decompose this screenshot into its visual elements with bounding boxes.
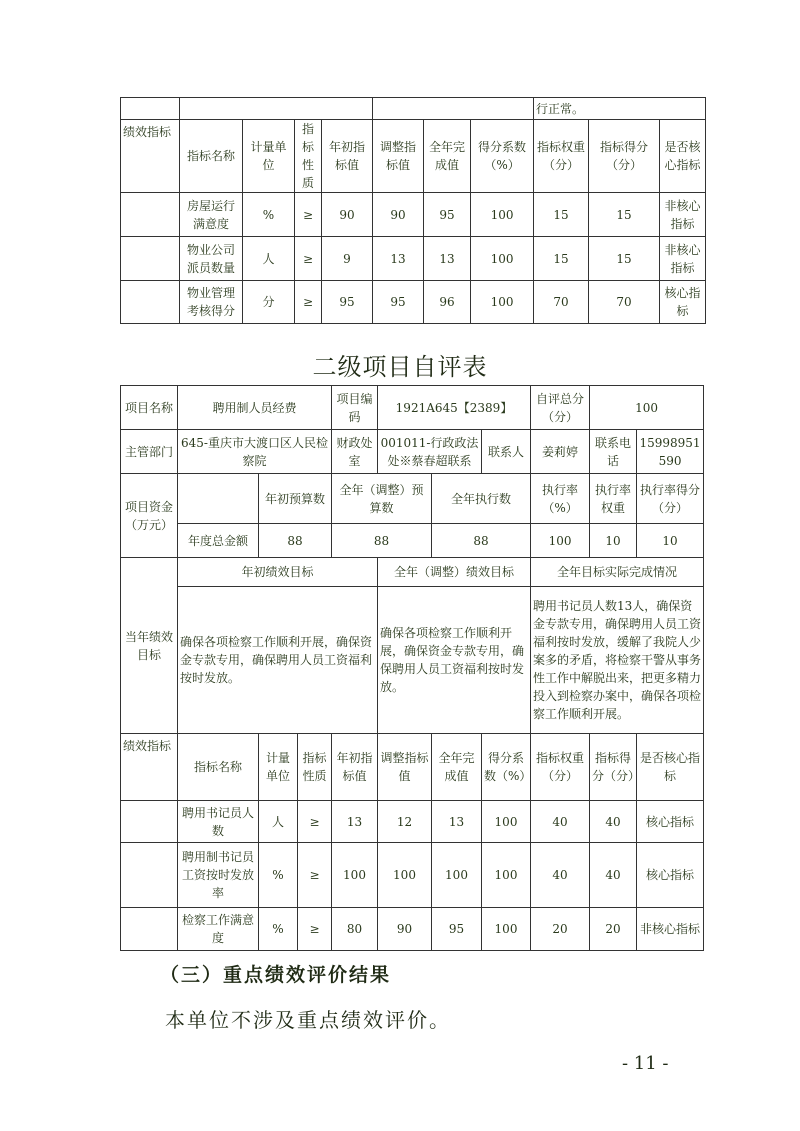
table-header-row [121, 734, 704, 801]
table-cell: 100 [482, 908, 531, 951]
project-row [121, 386, 704, 430]
table-cell: 90 [373, 193, 424, 237]
page-number: - 11 - [622, 1053, 669, 1074]
finance-office-label: 财政处室 [332, 430, 378, 474]
table-cell: 40 [590, 801, 637, 843]
table-cell: 95 [322, 281, 373, 324]
contact-label: 联系人 [482, 430, 531, 474]
column-header: 指标权重（分） [531, 734, 590, 801]
table-row [121, 801, 704, 843]
self-evaluation-table [120, 385, 704, 951]
table-cell: 40 [531, 843, 590, 908]
table-cell: 100 [432, 843, 482, 908]
dept-label: 主管部门 [121, 430, 178, 474]
table-cell: 13 [373, 237, 424, 281]
table-row [121, 908, 704, 951]
table-cell: 15 [534, 237, 589, 281]
table-cell: 物业管理考核得分 [180, 281, 243, 324]
table-cell: 95 [373, 281, 424, 324]
phone-label: 联系电话 [590, 430, 637, 474]
table-row [121, 193, 706, 237]
table-cell: 40 [590, 843, 637, 908]
table-cell: 15 [589, 193, 660, 237]
table-cell: 100 [531, 524, 590, 558]
table-cell: 90 [378, 908, 432, 951]
column-header: 全年完成值 [424, 120, 471, 193]
funds-row-label: 年度总金额 [178, 524, 259, 558]
section-heading: （三）重点绩效评价结果 [160, 964, 392, 986]
column-header: 指标得分（分） [590, 734, 637, 801]
table-cell: 100 [482, 843, 531, 908]
continued-row [121, 98, 706, 120]
table-cell [373, 98, 534, 120]
project-name-label: 项目名称 [121, 386, 178, 430]
table-cell: ≥ [295, 193, 322, 237]
table-cell: 非核心指标 [660, 193, 706, 237]
table-row [121, 237, 706, 281]
total-score-label: 自评总分（分） [531, 386, 590, 430]
table-cell: 100 [378, 843, 432, 908]
section-label: 绩效指标 [121, 120, 180, 193]
goal-text: 聘用书记员人数13人，确保资金专款专用，确保聘用人员工资福利按时发放，缓解了我院人少案多的矛盾，将检察干警从事务性工作中解脱出来，把更多精力投入到检察办案中，确保各项检察工作顺利开展。 [531, 587, 704, 734]
table-cell: 9 [322, 237, 373, 281]
funds-label: 项目资金（万元） [121, 474, 178, 558]
dept: 645-重庆市大渡口区人民检察院 [178, 430, 332, 474]
table-cell: 分 [243, 281, 295, 324]
table-cell: ≥ [298, 843, 332, 908]
finance-office: 001011-行政政法处※蔡春超联系 [378, 430, 482, 474]
table-cell: 70 [534, 281, 589, 324]
table-cell [121, 98, 180, 120]
table-cell: 88 [259, 524, 332, 558]
table-cell: ≥ [298, 908, 332, 951]
table-cell: 20 [531, 908, 590, 951]
continued-text: 行正常。 [534, 98, 706, 120]
page-title: 二级项目自评表 [312, 353, 488, 381]
project-name: 聘用制人员经费 [178, 386, 332, 430]
column-header: 是否核心指标 [660, 120, 706, 193]
table-cell: 96 [424, 281, 471, 324]
column-header: 是否核心指标 [637, 734, 704, 801]
table-cell: 非核心指标 [637, 908, 704, 951]
column-header: 全年执行数 [432, 474, 531, 524]
column-header: 指标得分（分） [589, 120, 660, 193]
column-header: 调整指标值 [373, 120, 424, 193]
column-header: 年初绩效目标 [178, 558, 378, 587]
column-header: 指标性质 [295, 120, 322, 193]
table-cell: 核心指标 [637, 843, 704, 908]
phone: 15998951590 [637, 430, 704, 474]
funds-header-row [121, 474, 704, 524]
table-cell: 10 [637, 524, 704, 558]
contact: 姜莉婷 [531, 430, 590, 474]
column-header: 年初预算数 [259, 474, 332, 524]
table-cell: 95 [424, 193, 471, 237]
table-cell: 40 [531, 801, 590, 843]
column-header: 全年目标实际完成情况 [531, 558, 704, 587]
table-cell: 聘用书记员人数 [178, 801, 259, 843]
table-row [121, 281, 706, 324]
column-header: 指标名称 [178, 734, 259, 801]
table-cell: % [259, 908, 298, 951]
table-cell: 20 [590, 908, 637, 951]
goals-row [121, 587, 704, 734]
table-cell: 80 [332, 908, 378, 951]
project-code-label: 项目编码 [332, 386, 378, 430]
column-header: 执行率权重 [590, 474, 637, 524]
column-header: 执行率（%） [531, 474, 590, 524]
table-cell: ≥ [295, 237, 322, 281]
table-cell: 100 [471, 281, 534, 324]
table-cell: 95 [432, 908, 482, 951]
funds-row [121, 524, 704, 558]
table-cell: % [243, 193, 295, 237]
section-label: 绩效指标 [121, 734, 178, 801]
table-cell: 12 [378, 801, 432, 843]
project-code: 1921A645【2389】 [378, 386, 531, 430]
table-cell: 100 [332, 843, 378, 908]
column-header: 指标权重（分） [534, 120, 589, 193]
department-row [121, 430, 704, 474]
table-cell: 100 [482, 801, 531, 843]
table-cell: 13 [332, 801, 378, 843]
column-header: 年初指标值 [322, 120, 373, 193]
table-cell [121, 281, 180, 324]
table-cell [121, 193, 180, 237]
table-cell: 70 [589, 281, 660, 324]
column-header: 全年（调整）预算数 [332, 474, 432, 524]
column-header: 调整指标值 [378, 734, 432, 801]
column-header: 全年（调整）绩效目标 [378, 558, 531, 587]
table-cell: 13 [432, 801, 482, 843]
table-cell: 10 [590, 524, 637, 558]
table-cell: 非核心指标 [660, 237, 706, 281]
table-cell: 核心指标 [637, 801, 704, 843]
goal-text: 确保各项检察工作顺利开展，确保资金专款专用，确保聘用人员工资福利按时发放。 [378, 587, 531, 734]
table-cell: ≥ [295, 281, 322, 324]
table-cell: 88 [432, 524, 531, 558]
column-header: 年初指标值 [332, 734, 378, 801]
table-cell: 15 [589, 237, 660, 281]
table-cell [178, 474, 259, 524]
table-cell: 100 [471, 193, 534, 237]
table-cell [121, 801, 178, 843]
column-header: 执行率得分（分） [637, 474, 704, 524]
table-cell [121, 237, 180, 281]
table-cell: 人 [259, 801, 298, 843]
column-header: 指标性质 [298, 734, 332, 801]
column-header: 计量单位 [243, 120, 295, 193]
column-header: 全年完成值 [432, 734, 482, 801]
table-cell: 核心指标 [660, 281, 706, 324]
table-cell: % [259, 843, 298, 908]
table-cell: ≥ [298, 801, 332, 843]
table-header-row [121, 120, 706, 193]
table-cell: 聘用制书记员工资按时发放率 [178, 843, 259, 908]
table-cell [121, 908, 178, 951]
total-score: 100 [590, 386, 704, 430]
table-cell [121, 843, 178, 908]
column-header: 得分系数（%） [471, 120, 534, 193]
goals-header-row [121, 558, 704, 587]
column-header: 指标名称 [180, 120, 243, 193]
table-cell: 人 [243, 237, 295, 281]
table-cell: 15 [534, 193, 589, 237]
table-cell: 88 [332, 524, 432, 558]
goal-text: 确保各项检察工作顺利开展，确保资金专款专用，确保聘用人员工资福利按时发放。 [178, 587, 378, 734]
goals-label: 当年绩效目标 [121, 558, 178, 734]
table-cell: 13 [424, 237, 471, 281]
table-cell: 90 [322, 193, 373, 237]
column-header: 计量单位 [259, 734, 298, 801]
table-cell: 检察工作满意度 [178, 908, 259, 951]
indicator-table-continued [120, 97, 706, 324]
table-cell: 房屋运行满意度 [180, 193, 243, 237]
column-header: 得分系数（%） [482, 734, 531, 801]
section-text: 本单位不涉及重点绩效评价。 [165, 1008, 451, 1032]
table-cell [180, 98, 373, 120]
table-cell: 100 [471, 237, 534, 281]
table-row [121, 843, 704, 908]
table-cell: 物业公司派员数量 [180, 237, 243, 281]
